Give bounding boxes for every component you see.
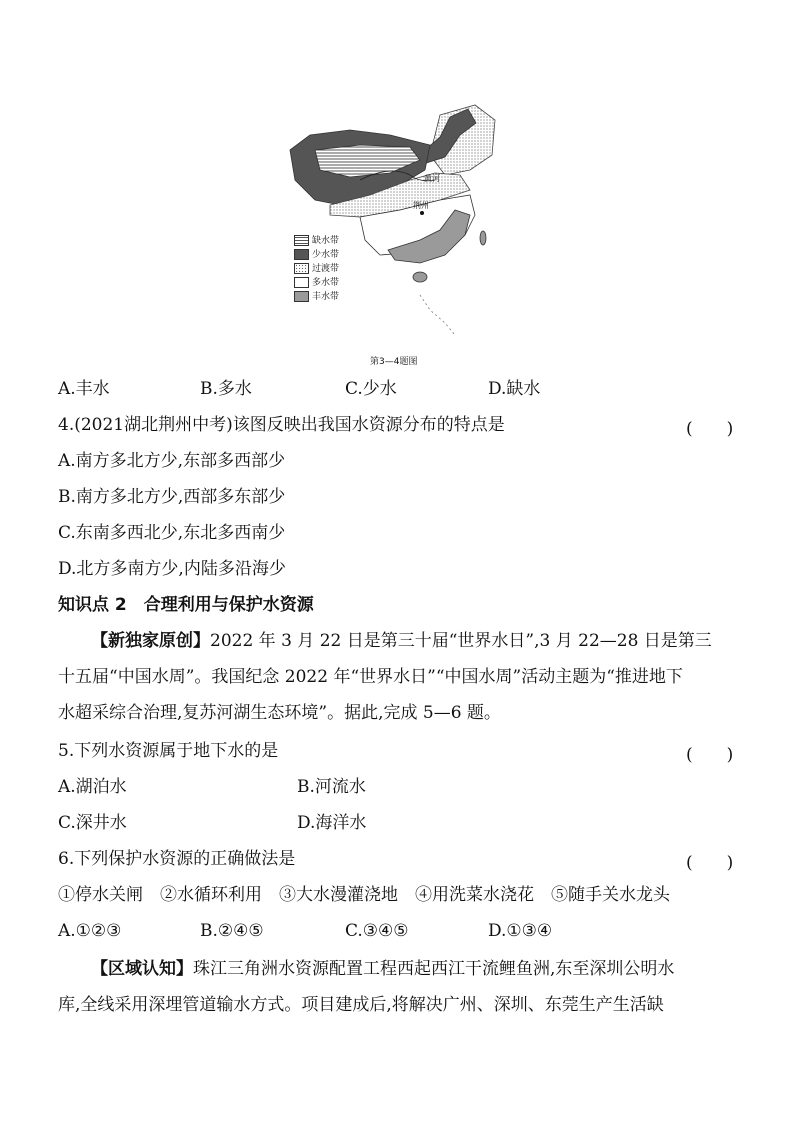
q4-option-c: C.东南多西北少,东北多西南少 (58, 523, 286, 543)
q6-items: ①停水关闸 ②水循环利用 ③大水漫灌浇地 ④用洗菜水浇花 ⑤随手关水龙头 (58, 885, 670, 905)
q6-answer-bracket: ( ) (686, 853, 734, 873)
figure-caption: 第3—4题图 (370, 357, 418, 367)
q3-option-d: D.缺水 (488, 379, 541, 399)
legend-swatch-more (294, 277, 309, 288)
q4-option-b: B.南方多北方少,西部多东部少 (58, 487, 286, 507)
legend-swatch-abundant (294, 291, 309, 302)
para2-line1 (91, 958, 674, 980)
q6-option-a: A.①②③ (58, 921, 122, 941)
q5-option-d: D.海洋水 (297, 813, 367, 833)
china-water-resource-map (270, 95, 510, 345)
q4-option-d: D.北方多南方少,内陆多沿海少 (58, 559, 286, 579)
para1-line3: 水超采综合治理,复苏河湖生态环境”。据此,完成 5—6 题。 (58, 703, 501, 723)
hainan-island (413, 272, 427, 282)
q4-answer-bracket: ( ) (686, 419, 734, 439)
q6-stem: 6.下列保护水资源的正确做法是 (58, 849, 296, 869)
legend-label: 过渡带 (312, 264, 340, 274)
q3-option-b: B.多水 (200, 379, 252, 399)
para1-text1: 2022 年 3 月 22 日是第三十届“世界水日”,3 月 22—28 日是第三 (210, 631, 712, 651)
q4-option-a: A.南方多北方少,东部多西部少 (58, 451, 286, 471)
para2-tag: 【区域认知】 (91, 959, 193, 979)
legend-swatch-shortage (294, 235, 309, 246)
q3-option-c: C.少水 (345, 379, 397, 399)
label-jingzhou: 荆州 (413, 201, 429, 210)
q5-option-c: C.深井水 (58, 813, 127, 833)
jingzhou-dot (420, 211, 424, 215)
q5-option-b: B.河流水 (297, 777, 366, 797)
q5-option-a: A.湖泊水 (58, 777, 127, 797)
q6-option-c: C.③④⑤ (345, 921, 409, 941)
q4-stem: 4.(2021湖北荆州中考)该图反映出我国水资源分布的特点是 (58, 415, 505, 435)
south-sea-islands (420, 295, 455, 335)
para2-line2: 库,全线采用深埋管道输水方式。项目建成后,将解决广州、深圳、东莞生产生活缺 (58, 995, 664, 1015)
legend-label: 缺水带 (312, 236, 340, 246)
q6-option-b: B.②④⑤ (200, 921, 264, 941)
q5-stem: 5.下列水资源属于地下水的是 (58, 741, 279, 761)
legend-label: 多水带 (312, 278, 340, 288)
label-huanghe: 黄河 (424, 174, 440, 183)
para1-tag: 【新独家原创】 (91, 631, 210, 651)
q6-option-d: D.①③④ (488, 921, 553, 941)
legend-swatch-less (294, 249, 309, 260)
section-title: 知识点 2 合理利用与保护水资源 (58, 595, 314, 615)
para1-line1 (91, 630, 712, 652)
legend-label: 丰水带 (312, 292, 340, 302)
para1-line2: 十五届“中国水周”。我国纪念 2022 年“世界水日”“中国水周”活动主题为“推进地下 (58, 667, 683, 687)
para2-text1: 珠江三角洲水资源配置工程西起西江干流鲤鱼洲,东至深圳公明水 (193, 959, 675, 979)
q5-answer-bracket: ( ) (686, 745, 734, 765)
q3-option-a: A.丰水 (58, 379, 110, 399)
taiwan-island (480, 231, 486, 245)
legend-label: 少水带 (312, 250, 340, 260)
legend-swatch-transition (294, 263, 309, 274)
